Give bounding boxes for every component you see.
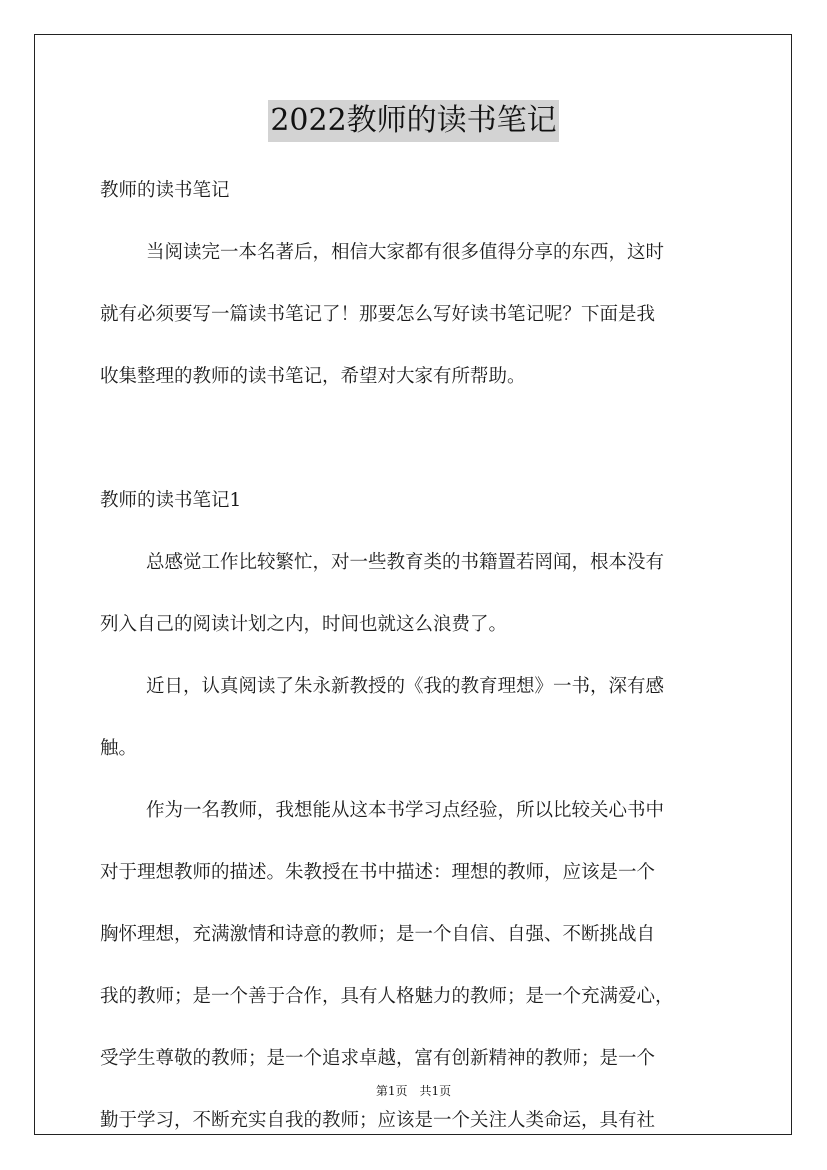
paragraph-line: 总感觉工作比较繁忙，对一些教育类的书籍置若罔闻，根本没有	[146, 552, 665, 573]
paragraph-line: 作为一名教师，我想能从这本书学习点经验，所以比较关心书中	[146, 800, 665, 821]
blank-line	[100, 408, 728, 470]
paragraph-line: 胸怀理想，充满激情和诗意的教师；是一个自信、自强、不断挑战自	[100, 924, 656, 945]
section-heading: 教师的读书笔记1	[100, 490, 242, 511]
paragraph-line: 近日，认真阅读了朱永新教授的《我的教育理想》一书，深有感	[146, 676, 665, 697]
document-title: 2022教师的读书笔记	[268, 100, 558, 142]
paragraph-line: 触。	[100, 738, 138, 759]
document-body	[100, 160, 728, 1152]
paragraph-line: 对于理想教师的描述。朱教授在书中描述：理想的教师，应该是一个	[100, 862, 656, 883]
paragraph-line: 受学生尊敬的教师；是一个追求卓越，富有创新精神的教师；是一个	[100, 1048, 656, 1069]
paragraph-line: 勤于学习，不断充实自我的教师；应该是一个关注人类命运，具有社	[100, 1110, 656, 1131]
paragraph-line: 列入自己的阅读计划之内，时间也就这么浪费了。	[100, 614, 508, 635]
page-footer: 第1页 共1页	[375, 1084, 452, 1098]
intro-line: 就有必须要写一篇读书笔记了！那要怎么写好读书笔记呢？下面是我	[100, 304, 656, 325]
subtitle: 教师的读书笔记	[100, 180, 230, 201]
intro-line: 收集整理的教师的读书笔记，希望对大家有所帮助。	[100, 366, 526, 387]
title-container	[0, 100, 827, 142]
paragraph-line: 我的教师；是一个善于合作，具有人格魅力的教师；是一个充满爱心，	[100, 986, 674, 1007]
intro-line: 当阅读完一本名著后，相信大家都有很多值得分享的东西，这时	[146, 242, 665, 263]
